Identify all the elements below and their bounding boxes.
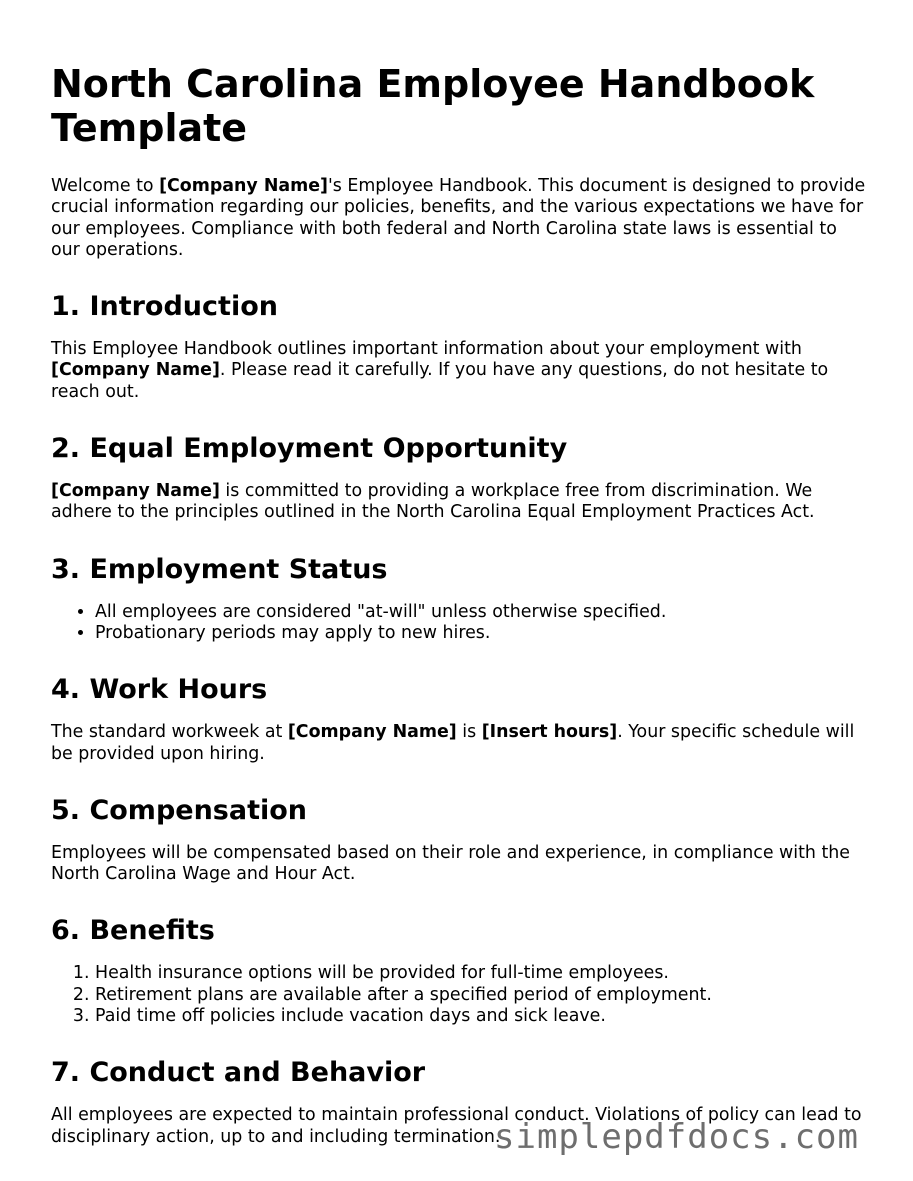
equal-employment-paragraph: [51, 481, 871, 524]
list-item: 2. Retirement plans are available after a specified period of employment.: [95, 985, 871, 1006]
compensation-paragraph: Employees will be compensated based on their role and experience, in compliance with the North Carolina Wage and Hour Act.: [51, 842, 851, 885]
list-item: 3. Paid time off policies include vacation days and sick leave.: [95, 1006, 871, 1027]
intro-paragraph: [51, 176, 871, 261]
section-heading-conduct: 7. Conduct and Behavior: [51, 1057, 426, 1089]
company-name-placeholder: [Company Name]: [287, 722, 457, 743]
watermark: simplepdfdocs.com: [494, 1117, 859, 1157]
section-heading-equal-employment: 2. Equal Employment Opportunity: [51, 433, 568, 465]
work-hours-paragraph: [51, 722, 871, 765]
work-hours-text-3: . Your specific schedule will be provided upon hiring.: [51, 722, 855, 764]
conduct-paragraph: All employees are expected to maintain professional conduct. Violations of policy can lead to disciplinary action, up to and including termination.: [51, 1105, 862, 1147]
intro-text-2: 's Employee Handbook. This document is designed to provide crucial information regarding our policies, benefits, and the various expectations we have for our employees. Compliance with both federal and North Carolina state laws is essential to our operations.: [51, 176, 866, 260]
work-hours-text-1: The standard workweek at: [51, 722, 288, 743]
section-heading-work-hours: 4. Work Hours: [51, 674, 268, 706]
list-item: • All employees are considered "at-will" unless otherwise specified.: [95, 602, 871, 623]
page-title: North Carolina Employee Handbook Template: [51, 62, 815, 150]
company-name-placeholder: [Company Name]: [51, 360, 220, 381]
equal-employment-text: is committed to providing a workplace free from discrimination. We adhere to the principles outlined in the North Carolina Equal Employment Practices Act.: [51, 481, 815, 523]
section-heading-employment-status: 3. Employment Status: [51, 553, 388, 585]
company-name-placeholder: [Company Name]: [51, 481, 220, 502]
section-heading-benefits: 6. Benefits: [51, 915, 215, 947]
document-page: [51, 62, 871, 1178]
introduction-paragraph: [51, 339, 871, 403]
benefits-list: [51, 963, 871, 1027]
intro-text-1: Welcome to: [51, 176, 160, 196]
introduction-text-1: This Employee Handbook outlines important information about your employment with: [51, 339, 802, 360]
company-name-placeholder: [Company Name]: [159, 176, 328, 196]
section-heading-compensation: 5. Compensation: [51, 794, 308, 826]
list-item: • Probationary periods may apply to new hires.: [95, 623, 871, 644]
hours-placeholder: [Insert hours]: [481, 722, 618, 743]
list-item: 1. Health insurance options will be provided for full-time employees.: [95, 963, 871, 984]
section-heading-introduction: 1. Introduction: [51, 291, 278, 323]
employment-status-list: [51, 602, 871, 645]
work-hours-text-2: is: [456, 722, 482, 743]
introduction-text-2: . Please read it carefully. If you have any questions, do not hesitate to reach out.: [51, 360, 829, 402]
